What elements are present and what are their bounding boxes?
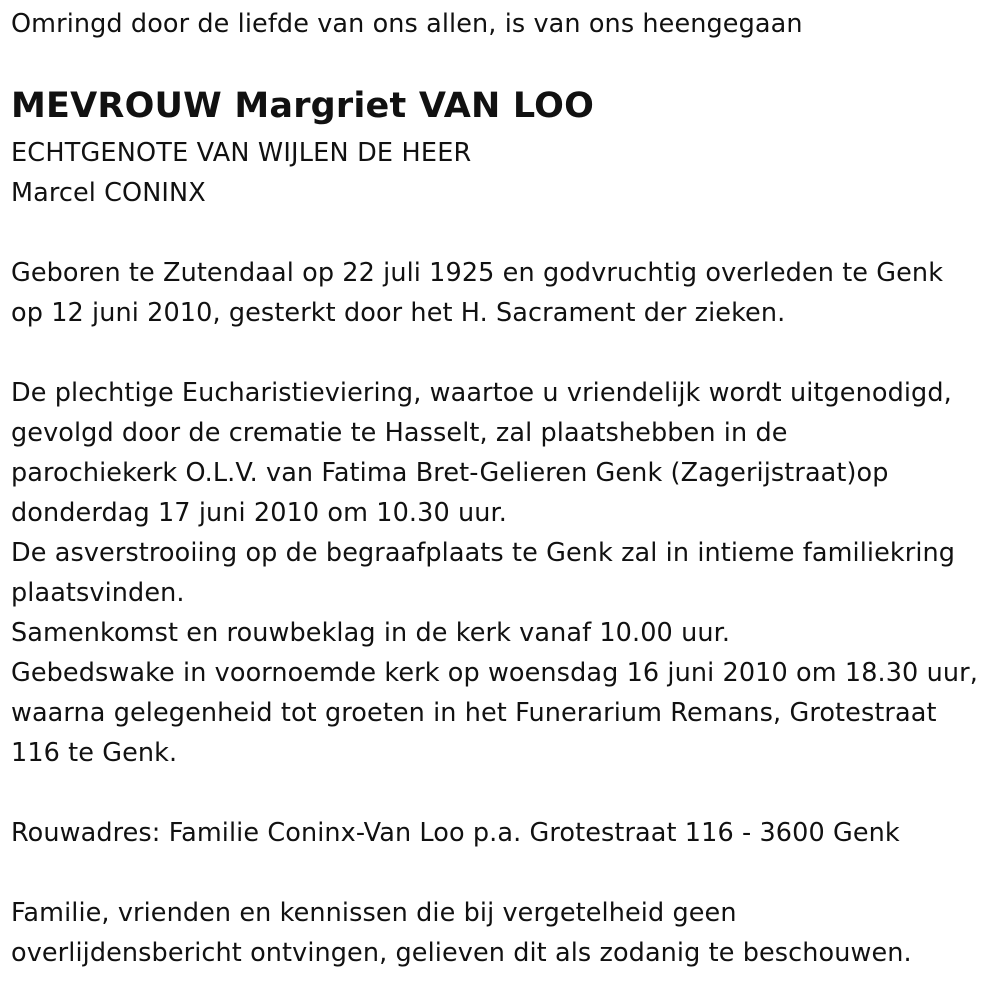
ceremony-line-3: parochiekerk O.L.V. van Fatima Bret-Gelieren Genk (Zagerijstraat)op [11, 458, 889, 488]
ceremony-line-1: De plechtige Eucharistieviering, waartoe u vriendelijk wordt uitgenodigd, [11, 378, 952, 408]
ceremony-line-5: De asverstrooiing op de begraafplaats te Genk zal in intieme familiekring [11, 538, 956, 568]
ceremony-line-9: waarna gelegenheid tot groeten in het Funerarium Remans, Grotestraat [11, 698, 937, 728]
birth-death-line-1: Geboren te Zutendaal op 22 juli 1925 en godvruchtig overleden te Genk [11, 258, 944, 288]
mourning-address: Rouwadres: Familie Coninx-Van Loo p.a. Grotestraat 116 - 3600 Genk [11, 818, 900, 848]
ceremony-line-6: plaatsvinden. [11, 578, 185, 608]
closing-line-1: Familie, vrienden en kennissen die bij vergetelheid geen [11, 898, 737, 928]
ceremony-line-8: Gebedswake in voornoemde kerk op woensdag 16 juni 2010 om 18.30 uur, [11, 658, 978, 688]
ceremony-line-7: Samenkomst en rouwbeklag in de kerk vanaf 10.00 uur. [11, 618, 731, 648]
spouse-name: Marcel CONINX [11, 178, 206, 208]
ceremony-line-4: donderdag 17 juni 2010 om 10.30 uur. [11, 498, 507, 528]
intro-text: Omringd door de liefde van ons allen, is van ons heengegaan [11, 9, 803, 39]
ceremony-line-2: gevolgd door de crematie te Hasselt, zal plaatshebben in de [11, 418, 788, 448]
relation-text: ECHTGENOTE VAN WIJLEN DE HEER [11, 138, 472, 168]
birth-death-line-2: op 12 juni 2010, gesterkt door het H. Sacrament der zieken. [11, 298, 786, 328]
closing-line-2: overlijdensbericht ontvingen, gelieven dit als zodanig te beschouwen. [11, 938, 912, 968]
deceased-name: MEVROUW Margriet VAN LOO [11, 86, 595, 126]
ceremony-line-10: 116 te Genk. [11, 738, 178, 768]
